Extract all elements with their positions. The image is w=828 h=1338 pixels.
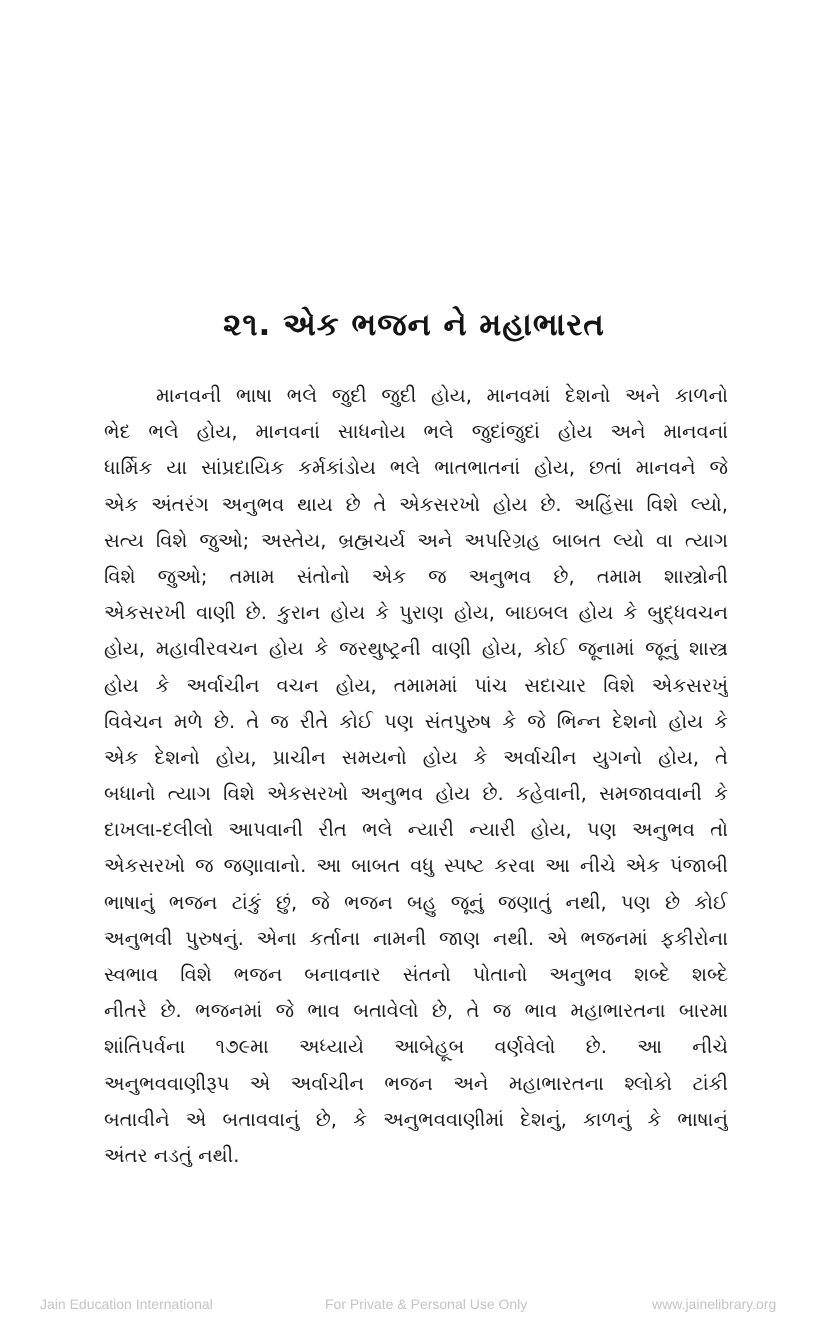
- text-line: બધાનો ત્યાગ વિશે એકસરખો અનુભવ હોય છે. કહેવાની, સમજાવવાની કે: [104, 782, 728, 806]
- footer-usage-notice: For Private & Personal Use Only: [325, 1296, 528, 1312]
- text-line: માનવની ભાષા ભલે જુદી જુદી હોય, માનવમાં દેશનો અને કાળનો: [156, 384, 728, 407]
- text-line: હોય કે અર્વાચીન વચન હોય, તમામમાં પાંચ સદાચાર વિશે એકસરખું: [104, 673, 728, 697]
- text-line: અંતર નડતું નથી.: [104, 1143, 240, 1167]
- text-line: એકસરખો જ જણાવાનો. આ બાબત વધુ સ્પષ્ટ કરવા આ નીચે એક પંજાબી: [104, 854, 728, 878]
- text-line: શાંતિપર્વના ૧૭૯મા અધ્યાયે આબેહૂબ વર્ણવેલો છે. આ નીચે: [104, 1035, 728, 1059]
- chapter-title: ૨૧. એક ભજન ને મહાભારત: [223, 307, 605, 343]
- text-line: ભાષાનું ભજન ટાંકું છું, જે ભજન બહુ જૂનું જણાતું નથી, પણ છે કોઈ: [104, 890, 728, 914]
- text-line: એક દેશનો હોય, પ્રાચીન સમયનો હોય કે અર્વાચીન યુગનો હોય, તે: [104, 745, 728, 769]
- footer-website-link[interactable]: www.jainelibrary.org: [652, 1296, 777, 1312]
- text-line: દાખલા-દલીલો આપવાની રીત ભલે ન્યારી ન્યારી હોય, પણ અનુભવ તો: [104, 818, 728, 842]
- body-paragraph: [104, 378, 728, 1174]
- footer-publisher: Jain Education International: [40, 1296, 213, 1312]
- text-line: હોય, મહાવીરવચન હોય કે જરથુષ્ટ્રની વાણી હોય, કોઈ જૂનામાં જૂનું શાસ્ત્ર: [104, 637, 728, 661]
- text-line: અનુભવવાણીરૂપ એ અર્વાચીન ભજન અને મહાભારતના શ્લોકો ટાંકી: [104, 1071, 728, 1095]
- text-line: વિવેચન મળે છે. તે જ રીતે કોઈ પણ સંતપુરુષ કે જે ભિન્ન દેશનો હોય કે: [104, 709, 728, 733]
- text-line: વિશે જુઓ; તમામ સંતોનો એક જ અનુભવ છે, તમામ શાસ્ત્રોની: [104, 564, 728, 588]
- text-line: ભેદ ભલે હોય, માનવનાં સાધનોય ભલે જુદાંજુદાં હોય અને માનવનાં: [104, 420, 728, 444]
- text-line: બતાવીને એ બતાવવાનું છે, કે અનુભવવાણીમાં દેશનું, કાળનું કે ભાષાનું: [104, 1107, 728, 1131]
- text-line: અનુભવી પુરુષનું. એના કર્તાના નામની જાણ નથી. એ ભજનમાં ફકીરોના: [104, 926, 728, 950]
- text-line: સ્વભાવ વિશે ભજન બનાવનાર સંતનો પોતાનો અનુભવ શબ્દે શબ્દે: [104, 963, 728, 986]
- text-line: નીતરે છે. ભજનમાં જે ભાવ બતાવેલો છે, તે જ ભાવ મહાભારતના બારમા: [104, 999, 728, 1023]
- text-line: એકસરખી વાણી છે. કુરાન હોય કે પુરાણ હોય, બાઇબલ હોય કે બુદ્ધવચન: [104, 601, 728, 625]
- text-line: ધાર્મિક યા સાંપ્રદાયિક કર્મકાંડોય ભલે ભાતભાતનાં હોય, છતાં માનવને જે: [104, 456, 728, 480]
- text-line: સત્ય વિશે જુઓ; અસ્તેય, બ્રહ્મચર્ય અને અપરિગ્રહ બાબત લ્યો વા ત્યાગ: [104, 528, 728, 552]
- text-line: એક અંતરંગ અનુભવ થાય છે તે એકસરખો હોય છે. અહિંસા વિશે લ્યો,: [104, 492, 728, 516]
- page-footer: [0, 1296, 828, 1318]
